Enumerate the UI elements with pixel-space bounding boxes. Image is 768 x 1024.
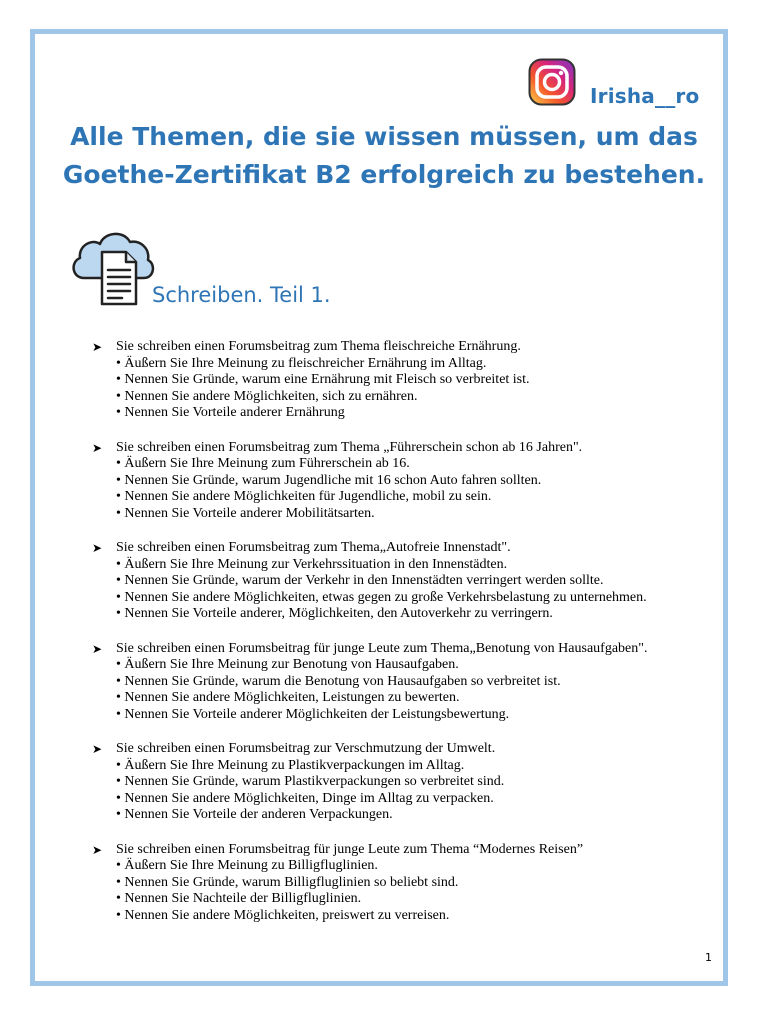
task-bullet: • Nennen Sie Vorteile anderer, Möglichkeiten, den Autoverkehr zu verringern. [116, 606, 722, 623]
arrow-bullet-icon: ➤ [92, 641, 103, 656]
task-bullet: • Nennen Sie Gründe, warum Billigfluglinien so beliebt sind. [116, 875, 722, 892]
task-bullet: • Nennen Sie andere Möglichkeiten, sich zu ernähren. [116, 389, 722, 406]
task-list [92, 339, 722, 942]
section-title: Schreiben. Teil 1. [152, 283, 331, 307]
task-bullets [92, 657, 722, 723]
task-bullet: • Nennen Sie Vorteile anderer Mobilitätsarten. [116, 506, 722, 523]
task-prompt: Sie schreiben einen Forumsbeitrag zur Verschmutzung der Umwelt. [116, 741, 496, 756]
arrow-bullet-icon: ➤ [92, 541, 103, 555]
task-bullets [92, 758, 722, 824]
task-bullet: • Nennen Sie Nachteile der Billigfluglinien. [116, 891, 722, 908]
task-bullet: • Nennen Sie Gründe, warum die Benotung von Hausaufgaben so verbreitet ist. [116, 674, 722, 691]
task-bullets [92, 858, 722, 924]
task-prompt: Sie schreiben einen Forumsbeitrag zum Thema fleischreiche Ernährung. [116, 339, 521, 354]
task-bullet: • Nennen Sie Gründe, warum Jugendliche mit 16 schon Auto fahren sollten. [116, 473, 722, 490]
task-bullet: • Nennen Sie Vorteile anderer Möglichkeiten der Leistungsbewertung. [116, 707, 722, 724]
task-prompt: Sie schreiben einen Forumsbeitrag zum Thema „Führerschein schon ab 16 Jahren". [116, 439, 583, 455]
task-bullets [92, 356, 722, 422]
task-item [92, 741, 722, 824]
task-prompt: Sie schreiben einen Forumsbeitrag für junge Leute zum Thema “Modernes Reisen” [116, 841, 584, 857]
task-bullet: • Äußern Sie Ihre Meinung zu fleischreicher Ernährung im Alltag. [116, 356, 722, 373]
task-prompt-row [92, 540, 722, 557]
task-item [92, 339, 722, 422]
page-number: 1 [705, 951, 712, 964]
page-title: Alle Themen, die sie wissen müssen, um das Goethe-Zertifikat B2 erfolgreich zu bestehen. [62, 122, 706, 189]
task-bullet: • Äußern Sie Ihre Meinung zur Benotung von Hausaufgaben. [116, 657, 722, 674]
task-prompt-row [92, 339, 722, 356]
task-prompt: Sie schreiben einen Forumsbeitrag für junge Leute zum Thema„Benotung von Hausaufgaben". [116, 640, 648, 656]
task-bullet: • Nennen Sie andere Möglichkeiten für Jugendliche, mobil zu sein. [116, 489, 722, 506]
arrow-bullet-icon: ➤ [92, 340, 103, 354]
task-bullet: • Äußern Sie Ihre Meinung zum Führerschein ab 16. [116, 456, 722, 473]
task-prompt-row [92, 842, 722, 859]
task-bullet: • Nennen Sie Vorteile der anderen Verpackungen. [116, 807, 722, 824]
task-bullet: • Nennen Sie andere Möglichkeiten, preiswert zu verreisen. [116, 908, 722, 925]
arrow-bullet-icon: ➤ [92, 742, 103, 756]
task-item [92, 540, 722, 623]
task-prompt-row [92, 641, 722, 658]
task-bullet: • Äußern Sie Ihre Meinung zu Billigfluglinien. [116, 858, 722, 875]
task-item [92, 641, 722, 724]
task-bullet: • Äußern Sie Ihre Meinung zur Verkehrssituation in den Innenstädten. [116, 557, 722, 574]
task-bullet: • Äußern Sie Ihre Meinung zu Plastikverpackungen im Alltag. [116, 758, 722, 775]
task-bullet: • Nennen Sie andere Möglichkeiten, Dinge im Alltag zu verpacken. [116, 791, 722, 808]
task-bullet: • Nennen Sie andere Möglichkeiten, Leistungen zu bewerten. [116, 690, 722, 707]
task-prompt-row [92, 741, 722, 758]
task-bullet: • Nennen Sie Vorteile anderer Ernährung [116, 405, 722, 422]
task-item [92, 440, 722, 523]
arrow-bullet-icon: ➤ [92, 842, 103, 857]
arrow-bullet-icon: ➤ [92, 440, 103, 455]
task-item [92, 842, 722, 925]
instagram-icon[interactable] [528, 58, 576, 106]
task-bullet: • Nennen Sie Gründe, warum eine Ernährung mit Fleisch so verbreitet ist. [116, 372, 722, 389]
cloud-document-icon [68, 226, 156, 306]
task-bullet: • Nennen Sie Gründe, warum Plastikverpackungen so verbreitet sind. [116, 774, 722, 791]
task-bullet: • Nennen Sie andere Möglichkeiten, etwas gegen zu große Verkehrsbelastung zu unternehmen. [116, 590, 722, 607]
task-bullets [92, 557, 722, 623]
author-handle: Irisha__ro [590, 84, 700, 108]
task-prompt: Sie schreiben einen Forumsbeitrag zum Thema„Autofreie Innenstadt". [116, 540, 511, 555]
task-bullets [92, 456, 722, 522]
task-prompt-row [92, 440, 722, 457]
task-bullet: • Nennen Sie Gründe, warum der Verkehr in den Innenstädten verringert werden sollte. [116, 573, 722, 590]
